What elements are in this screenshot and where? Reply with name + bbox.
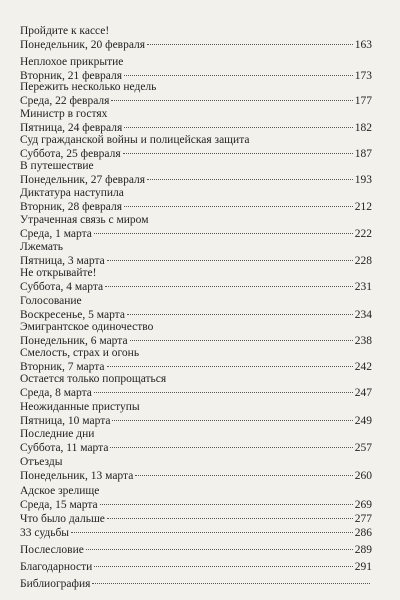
- toc-page-number: 163: [354, 39, 372, 51]
- toc-entry-date: Пятница, 3 марта: [20, 255, 105, 267]
- leader-dots: [124, 127, 352, 128]
- leader-dots: [107, 260, 353, 261]
- leader-dots: [107, 366, 353, 367]
- toc-page-number: 228: [354, 255, 372, 267]
- toc-page-number: 187: [354, 148, 372, 160]
- leader-dots: [111, 100, 352, 101]
- leader-dots: [147, 44, 353, 45]
- leader-dots: [110, 447, 352, 448]
- toc-page-number: 173: [354, 70, 372, 82]
- toc-page-number: 260: [354, 470, 372, 482]
- leader-dots: [107, 518, 353, 519]
- toc-entry-title: Министр в гостях: [20, 108, 108, 120]
- toc-entry-date: Воскресенье, 5 марта: [20, 309, 125, 321]
- toc-entry-title: Адское зрелище: [20, 485, 100, 497]
- toc-page-number: 222: [354, 228, 372, 240]
- toc-entry-title: Лжемать: [20, 241, 63, 253]
- toc-entry-title: Не открывайте!: [20, 267, 97, 279]
- toc-entry-title: Пережить несколько недель: [20, 81, 157, 93]
- leader-dots: [94, 566, 352, 567]
- leader-dots: [124, 75, 353, 76]
- toc-page-number: 212: [354, 201, 372, 213]
- toc-entry-date: Среда, 22 февраля: [20, 95, 110, 107]
- leader-dots: [86, 549, 353, 550]
- toc-entry-date: Суббота, 11 марта: [20, 442, 109, 454]
- leader-dots: [147, 179, 353, 180]
- toc-entry: [20, 427, 372, 455]
- leader-dots: [127, 314, 353, 315]
- toc-entry: [20, 55, 372, 83]
- toc-entry-title: Что было дальше: [20, 513, 105, 525]
- toc-page-number: 269: [354, 499, 372, 511]
- toc-page-number: 234: [354, 309, 372, 321]
- toc-entry: [20, 294, 372, 322]
- toc-entry: [20, 484, 372, 512]
- toc-entry-date: Пятница, 24 февраля: [20, 122, 123, 134]
- toc-page-number: 242: [354, 361, 372, 373]
- leader-dots: [100, 504, 353, 505]
- leader-dots: [135, 475, 352, 476]
- toc-entry-title: Смелость, страх и огонь: [20, 347, 140, 359]
- leader-dots: [94, 392, 353, 393]
- toc-page-number: 231: [354, 281, 372, 293]
- toc-page-number: 247: [354, 387, 372, 399]
- toc-page-number: 249: [354, 415, 372, 427]
- toc-entry-date: Суббота, 25 февраля: [20, 148, 121, 160]
- toc-entry-date: Понедельник, 27 февраля: [20, 174, 146, 186]
- toc-entry-title: Остается только попрощаться: [20, 373, 167, 385]
- toc-entry: [20, 266, 372, 294]
- toc-entry: [20, 526, 372, 540]
- toc-entry: [20, 107, 372, 135]
- toc-entry-date: Среда, 15 марта: [20, 499, 98, 511]
- toc-page-number: 291: [354, 561, 372, 573]
- toc-entry: [20, 133, 372, 161]
- leader-dots: [94, 233, 353, 234]
- toc-entry-title: Голосование: [20, 295, 82, 307]
- toc-entry: [20, 512, 372, 526]
- toc-entry-date: Среда, 8 марта: [20, 387, 92, 399]
- toc-entry: [20, 577, 372, 591]
- toc-page-number: 286: [354, 527, 372, 539]
- toc-entry: [20, 213, 372, 241]
- toc-entry: [20, 543, 372, 557]
- toc-entry-date: Суббота, 4 марта: [20, 281, 104, 293]
- toc-entry-title: В путешествие: [20, 160, 94, 172]
- toc-entry-title: Послесловие: [20, 544, 84, 556]
- toc-page-number: 193: [354, 174, 372, 186]
- leader-dots: [124, 206, 353, 207]
- leader-dots: [112, 420, 352, 421]
- toc-page-number: 289: [354, 544, 372, 556]
- toc-entry: [20, 240, 372, 268]
- toc-page-number: 182: [354, 122, 372, 134]
- toc-entry-date: Вторник, 21 февраля: [20, 70, 123, 82]
- leader-dots: [130, 340, 353, 341]
- toc-entry-date: Вторник, 28 февраля: [20, 201, 123, 213]
- toc-entry-title: Неожиданные приступы: [20, 401, 140, 413]
- toc-entry-date: Среда, 1 марта: [20, 228, 92, 240]
- toc-entry-title: Диктатура наступила: [20, 187, 124, 199]
- leader-dots: [71, 532, 353, 533]
- toc-entry-title: Утраченная связь с миром: [20, 214, 149, 226]
- toc-entry: [20, 80, 372, 108]
- toc-entry-title: Пройдите к кассе!: [20, 25, 110, 37]
- toc-entry-title: Последние дни: [20, 428, 95, 440]
- toc-entry: [20, 159, 372, 187]
- toc-entry-title: Эмигрантское одиночество: [20, 321, 154, 333]
- toc-entry-title: Библиография: [20, 578, 91, 590]
- toc-page-number: 257: [354, 442, 372, 454]
- toc-entry-title: Неплохое прикрытие: [20, 56, 124, 68]
- toc-entry-date: Понедельник, 6 марта: [20, 335, 128, 347]
- toc-entry-title: 33 судьбы: [20, 527, 70, 539]
- toc-entry-date: Вторник, 7 марта: [20, 361, 105, 373]
- toc-entry-title: Суд гражданской войны и полицейская защита: [20, 134, 250, 146]
- toc-entry: [20, 186, 372, 214]
- toc-entry: [20, 346, 372, 374]
- toc-entry: [20, 560, 372, 574]
- leader-dots: [123, 153, 353, 154]
- toc-entry: [20, 372, 372, 400]
- leader-dots: [92, 583, 370, 584]
- toc-entry: [20, 320, 372, 348]
- toc-entry: [20, 24, 372, 52]
- toc-entry: [20, 455, 372, 483]
- toc-entry-date: Понедельник, 13 марта: [20, 470, 134, 482]
- toc-page-number: 238: [354, 335, 372, 347]
- toc-page-number: 277: [354, 513, 372, 525]
- toc-page-number: 177: [354, 95, 372, 107]
- toc-entry-title: Отъезды: [20, 456, 63, 468]
- toc-entry-date: Пятница, 10 марта: [20, 415, 111, 427]
- toc-entry-date: Понедельник, 20 февраля: [20, 39, 146, 51]
- toc-entry: [20, 400, 372, 428]
- leader-dots: [105, 286, 353, 287]
- toc-entry-title: Благодарности: [20, 561, 93, 573]
